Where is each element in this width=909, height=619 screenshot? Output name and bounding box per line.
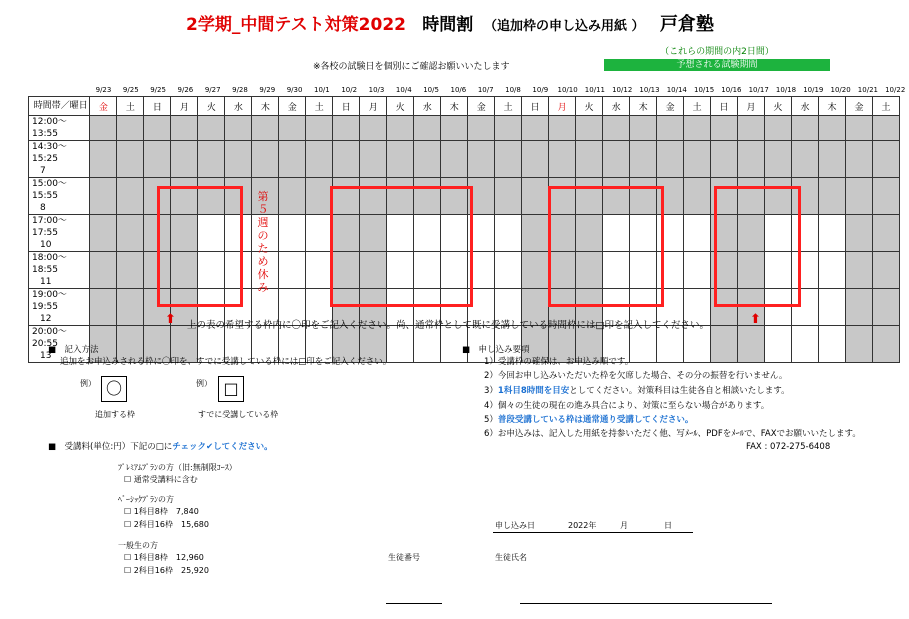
schedule-cell[interactable]	[144, 141, 171, 178]
break-char: た	[257, 242, 269, 255]
example-circle-box: 〇	[101, 376, 127, 402]
day-header: 火	[198, 97, 225, 116]
schedule-cell[interactable]	[711, 141, 738, 178]
schedule-cell[interactable]	[576, 141, 603, 178]
date-label: 9/27	[204, 86, 221, 94]
schedule-cell[interactable]	[306, 252, 333, 289]
date-label: 10/19	[803, 86, 824, 94]
schedule-cell[interactable]	[333, 116, 360, 141]
schedule-cell[interactable]	[549, 141, 576, 178]
day-header: 木	[252, 97, 279, 116]
fax-number: FAX : 072-275-6408	[746, 442, 831, 452]
time-slot-label	[29, 215, 90, 252]
schedule-cell[interactable]	[171, 141, 198, 178]
rule-5-emphasis: 普段受講している枠は通常通り受講してください。	[497, 415, 694, 425]
title-subtitle: （追加枠の申し込み用紙 ）	[484, 19, 645, 34]
schedule-cell[interactable]	[711, 116, 738, 141]
day-header: 土	[306, 97, 333, 116]
schedule-cell[interactable]	[90, 252, 117, 289]
rules-heading: ■ 申し込み要項	[462, 345, 530, 355]
rule-3-text: としてください。対策科目は生徒各自と相談いたします。	[569, 386, 790, 396]
break-char: 休	[257, 268, 269, 281]
application-date-label: 申し込み日	[495, 521, 535, 530]
selection-box-week3	[548, 186, 664, 307]
method-heading: ■ 記入方法	[48, 345, 99, 355]
schedule-cell[interactable]	[522, 141, 549, 178]
date-label: 9/23	[95, 86, 112, 94]
student-name-field[interactable]	[520, 603, 772, 604]
schedule-cell[interactable]	[819, 326, 846, 363]
date-label: 10/22	[885, 86, 906, 94]
student-number-label: 生徒番号	[388, 553, 420, 562]
date-label: 9/25	[150, 86, 166, 94]
date-label: 10/6	[450, 86, 467, 94]
date-label: 9/25	[122, 86, 139, 94]
selection-box-week1	[157, 186, 243, 307]
date-label: 10/12	[612, 86, 633, 94]
date-label: 10/21	[857, 86, 878, 94]
date-label: 10/9	[532, 86, 549, 94]
schedule-cell[interactable]	[684, 326, 711, 363]
day-header: 火	[387, 97, 414, 116]
exam-date-note: ※各校の試験日を個別にご確認お願いいたします	[313, 62, 510, 72]
schedule-cell[interactable]	[792, 116, 819, 141]
time-slot-label	[29, 178, 90, 215]
time-slot-label	[29, 289, 90, 326]
general-plan-title: 一般生の方	[118, 541, 158, 550]
schedule-cell[interactable]	[819, 252, 846, 289]
schedule-cell[interactable]	[144, 116, 171, 141]
time-day-header: 時間帯／曜日	[29, 97, 90, 116]
schedule-cell[interactable]	[117, 141, 144, 178]
schedule-cell[interactable]	[872, 178, 899, 215]
example1-label: 例）	[80, 379, 96, 388]
up-arrow-icon: ⬆	[165, 312, 176, 327]
general-plan-option-1[interactable]: ☐ 1科目8枠 12,960	[124, 553, 204, 562]
date-underline	[493, 532, 693, 533]
schedule-cell[interactable]	[819, 141, 846, 178]
schedule-cell[interactable]	[90, 116, 117, 141]
schedule-cell[interactable]	[845, 116, 872, 141]
schedule-cell[interactable]	[845, 326, 872, 363]
schedule-cell[interactable]	[117, 215, 144, 252]
schedule-cell[interactable]	[522, 252, 549, 289]
schedule-cell[interactable]	[90, 141, 117, 178]
period-number: 8	[40, 203, 46, 213]
schedule-cell[interactable]	[441, 116, 468, 141]
day-header-row	[29, 97, 900, 116]
example2-label: 例）	[196, 379, 212, 388]
time-range: 15:00～15:55	[32, 179, 67, 201]
schedule-cell[interactable]	[765, 326, 792, 363]
schedule-cell[interactable]	[845, 252, 872, 289]
time-slot-row	[29, 116, 900, 141]
day-header: 金	[657, 97, 684, 116]
schedule-cell[interactable]	[252, 141, 279, 178]
schedule-cell[interactable]	[360, 116, 387, 141]
day-header: 木	[441, 97, 468, 116]
time-slot-label	[29, 141, 90, 178]
example2-caption: すでに受講している枠	[198, 410, 279, 419]
schedule-cell[interactable]	[684, 178, 711, 215]
schedule-cell[interactable]	[630, 326, 657, 363]
date-label: 10/13	[639, 86, 660, 94]
schedule-cell[interactable]	[252, 116, 279, 141]
schedule-cell[interactable]	[306, 215, 333, 252]
schedule-cell[interactable]	[630, 116, 657, 141]
schedule-cell[interactable]	[872, 252, 899, 289]
schedule-cell[interactable]	[279, 252, 306, 289]
day-header: 月	[549, 97, 576, 116]
schedule-cell[interactable]	[792, 141, 819, 178]
schedule-cell[interactable]	[198, 141, 225, 178]
break-char: 週	[257, 216, 269, 229]
schedule-cell[interactable]	[657, 116, 684, 141]
day-header: 水	[414, 97, 441, 116]
schedule-cell[interactable]	[90, 289, 117, 326]
date-label: 9/30	[286, 86, 303, 94]
date-label: 10/17	[748, 86, 769, 94]
rule-1: 1）受講枠の確保は、お申込み順です。	[484, 357, 634, 367]
schedule-cell[interactable]	[603, 141, 630, 178]
schedule-cell[interactable]	[765, 141, 792, 178]
date-label: 10/4	[395, 86, 412, 94]
date-label: 10/18	[775, 86, 797, 94]
expected-period-bar: 予想される試験期間	[604, 59, 830, 71]
time-range: 17:00～17:55	[32, 216, 67, 238]
day-header: 火	[765, 97, 792, 116]
date-label: 9/29	[259, 86, 276, 94]
schedule-cell[interactable]	[872, 141, 899, 178]
time-range: 20:00～20:55	[32, 327, 67, 349]
date-label: 10/7	[477, 86, 494, 94]
basic-plan-option-1[interactable]: ☐ 1科目8枠 7,840	[124, 507, 199, 516]
application-day: 日	[664, 521, 672, 530]
general-plan-option-2[interactable]: ☐ 2科目16枠 25,920	[124, 566, 209, 575]
rule-2: 2）今回お申し込みいただいた枠を欠席した場合、その分の振替を行いません。	[484, 371, 788, 381]
schedule-cell[interactable]	[738, 326, 765, 363]
date-label: 10/15	[694, 86, 715, 94]
schedule-cell[interactable]	[576, 116, 603, 141]
premium-plan-option[interactable]: ☐ 通常受講料に含む	[124, 475, 198, 484]
schedule-cell[interactable]	[495, 215, 522, 252]
schedule-cell[interactable]	[603, 116, 630, 141]
premium-plan-title: ﾌﾟﾚﾐｱﾑﾌﾟﾗﾝの方（旧:無制限ｺｰｽ）	[118, 463, 237, 472]
schedule-cell[interactable]	[279, 215, 306, 252]
fifth-week-break-label	[256, 190, 270, 294]
time-range: 19:00～19:55	[32, 290, 67, 312]
schedule-cell[interactable]	[657, 326, 684, 363]
schedule-cell[interactable]	[872, 326, 899, 363]
schedule-cell[interactable]	[819, 116, 846, 141]
rule-3-emphasis: 1科目8時間を目安	[497, 386, 570, 396]
date-label: 10/11	[584, 86, 605, 94]
schedule-cell[interactable]	[387, 141, 414, 178]
title-timetable: 時間割	[422, 15, 474, 35]
date-label: 10/3	[368, 86, 385, 94]
selection-box-week4	[714, 186, 801, 307]
student-number-field[interactable]	[386, 603, 442, 604]
example-square-box: □	[218, 376, 244, 402]
rule-5	[484, 414, 693, 427]
rule-3-num: 3）	[484, 386, 498, 396]
schedule-cell[interactable]	[792, 326, 819, 363]
schedule-cell[interactable]	[657, 141, 684, 178]
schedule-cell[interactable]	[468, 141, 495, 178]
schedule-cell[interactable]	[765, 116, 792, 141]
day-header: 土	[495, 97, 522, 116]
application-month: 月	[620, 521, 628, 530]
day-header: 木	[630, 97, 657, 116]
selection-box-week2	[330, 186, 473, 307]
day-header: 土	[872, 97, 899, 116]
day-header: 日	[711, 97, 738, 116]
schedule-cell[interactable]	[279, 116, 306, 141]
schedule-cell[interactable]	[495, 178, 522, 215]
student-name-label: 生徒氏名	[495, 553, 527, 562]
schedule-cell[interactable]	[90, 215, 117, 252]
period-number: 13	[40, 351, 52, 361]
time-slot-row	[29, 141, 900, 178]
schedule-cell[interactable]	[495, 116, 522, 141]
schedule-cell[interactable]	[414, 326, 441, 363]
date-label: 10/16	[721, 86, 742, 94]
day-header: 金	[90, 97, 117, 116]
schedule-cell[interactable]	[684, 116, 711, 141]
schedule-cell[interactable]	[306, 178, 333, 215]
time-range: 12:00～13:55	[32, 117, 67, 139]
application-year: 2022年	[568, 521, 597, 530]
schedule-cell[interactable]	[468, 116, 495, 141]
date-label: 10/10	[557, 86, 578, 94]
rule-6: 6）お申込みは、記入した用紙を持参いただく他、写ﾒｰﾙ、PDFをﾒｰﾙで、FAXでお願いいたします。	[484, 429, 861, 439]
schedule-cell[interactable]	[845, 215, 872, 252]
break-char: の	[257, 229, 269, 242]
day-header: 火	[576, 97, 603, 116]
basic-plan-option-2[interactable]: ☐ 2科目16枠 15,680	[124, 520, 209, 529]
schedule-cell[interactable]	[738, 116, 765, 141]
schedule-cell[interactable]	[872, 289, 899, 326]
day-header: 日	[522, 97, 549, 116]
break-char: み	[257, 281, 269, 294]
fee-heading-check: チェック✔してください。	[172, 442, 273, 452]
date-label: 10/8	[505, 86, 521, 94]
schedule-cell[interactable]	[684, 215, 711, 252]
date-label: 10/2	[341, 86, 358, 94]
fee-heading-text: ■ 受講料(単位:円）下記の□に	[48, 442, 173, 452]
schedule-cell[interactable]	[414, 141, 441, 178]
time-range: 18:00～18:55	[32, 253, 67, 275]
schedule-cell[interactable]	[684, 252, 711, 289]
schedule-cell[interactable]	[522, 116, 549, 141]
schedule-cell[interactable]	[360, 141, 387, 178]
day-header: 土	[684, 97, 711, 116]
title-school: 戸倉塾	[659, 14, 714, 35]
schedule-cell[interactable]	[549, 116, 576, 141]
date-label: 10/14	[666, 86, 687, 94]
page-title	[0, 14, 900, 38]
day-header: 月	[360, 97, 387, 116]
schedule-cell[interactable]	[225, 141, 252, 178]
schedule-cell[interactable]	[819, 215, 846, 252]
schedule-cell[interactable]	[738, 141, 765, 178]
schedule-cell[interactable]	[117, 178, 144, 215]
schedule-cell[interactable]	[414, 116, 441, 141]
date-label: 10/5	[423, 86, 439, 94]
time-slot-label	[29, 116, 90, 141]
date-label: 10/1	[314, 86, 330, 94]
schedule-cell[interactable]	[333, 141, 360, 178]
schedule-cell[interactable]	[171, 116, 198, 141]
date-label: 9/28	[232, 86, 248, 94]
fee-heading	[48, 441, 273, 454]
rule-3	[484, 385, 790, 398]
table-instruction: 上の表の希望する枠内に〇印をご記入ください。尚、通常枠として既に受講している時間枠には□印を記入してください。	[187, 320, 709, 331]
day-header: 月	[738, 97, 765, 116]
rule-5-num: 5）	[484, 415, 498, 425]
schedule-cell[interactable]	[872, 116, 899, 141]
method-text: 追加をお申込みされる枠に〇印を、すでに受講している枠には□印をご記入ください。	[60, 357, 392, 367]
schedule-cell[interactable]	[819, 289, 846, 326]
schedule-cell[interactable]	[279, 141, 306, 178]
day-header: 月	[171, 97, 198, 116]
schedule-cell[interactable]	[845, 178, 872, 215]
period-number: 7	[40, 166, 46, 176]
schedule-cell[interactable]	[306, 116, 333, 141]
schedule-cell[interactable]	[522, 215, 549, 252]
time-range: 14:30～15:25	[32, 142, 67, 164]
schedule-cell[interactable]	[198, 116, 225, 141]
time-slot-label	[29, 252, 90, 289]
period-number: 11	[40, 277, 52, 287]
day-header: 水	[603, 97, 630, 116]
example1-caption: 追加する枠	[95, 410, 135, 419]
schedule-cell[interactable]	[117, 289, 144, 326]
schedule-cell[interactable]	[872, 215, 899, 252]
schedule-cell[interactable]	[711, 326, 738, 363]
schedule-cell[interactable]	[845, 141, 872, 178]
schedule-cell[interactable]	[522, 178, 549, 215]
day-header: 水	[225, 97, 252, 116]
date-label: 10/20	[830, 86, 851, 94]
schedule-cell[interactable]	[117, 116, 144, 141]
schedule-cell[interactable]	[495, 141, 522, 178]
expected-period-note: （これらの期間の内2日間）	[660, 47, 774, 57]
day-header: 金	[845, 97, 872, 116]
schedule-cell[interactable]	[495, 252, 522, 289]
schedule-cell[interactable]	[90, 178, 117, 215]
day-header: 日	[333, 97, 360, 116]
schedule-cell[interactable]	[819, 178, 846, 215]
basic-plan-title: ﾍﾞｰｼｯｸﾌﾟﾗﾝの方	[118, 495, 174, 504]
break-char: め	[257, 255, 269, 268]
period-number: 10	[40, 240, 52, 250]
rule-4: 4）個々の生徒の現在の進み具合により、対策に至らない場合があります。	[484, 401, 770, 411]
schedule-cell[interactable]	[441, 141, 468, 178]
schedule-cell[interactable]	[306, 141, 333, 178]
day-header: 金	[468, 97, 495, 116]
schedule-cell[interactable]	[225, 116, 252, 141]
day-header: 金	[279, 97, 306, 116]
break-char: 第	[257, 190, 269, 203]
break-char: ５	[257, 203, 269, 216]
period-number: 12	[40, 314, 52, 324]
schedule-cell[interactable]	[279, 178, 306, 215]
schedule-cell[interactable]	[684, 141, 711, 178]
day-header: 日	[144, 97, 171, 116]
schedule-cell[interactable]	[630, 141, 657, 178]
schedule-cell[interactable]	[845, 289, 872, 326]
day-header: 土	[117, 97, 144, 116]
schedule-cell[interactable]	[387, 116, 414, 141]
up-arrow-icon: ⬆	[750, 312, 761, 327]
schedule-cell[interactable]	[117, 252, 144, 289]
day-header: 木	[819, 97, 846, 116]
title-main: 2学期_中間テスト対策2022	[186, 15, 406, 35]
day-header: 水	[792, 97, 819, 116]
date-label: 9/26	[177, 86, 194, 94]
